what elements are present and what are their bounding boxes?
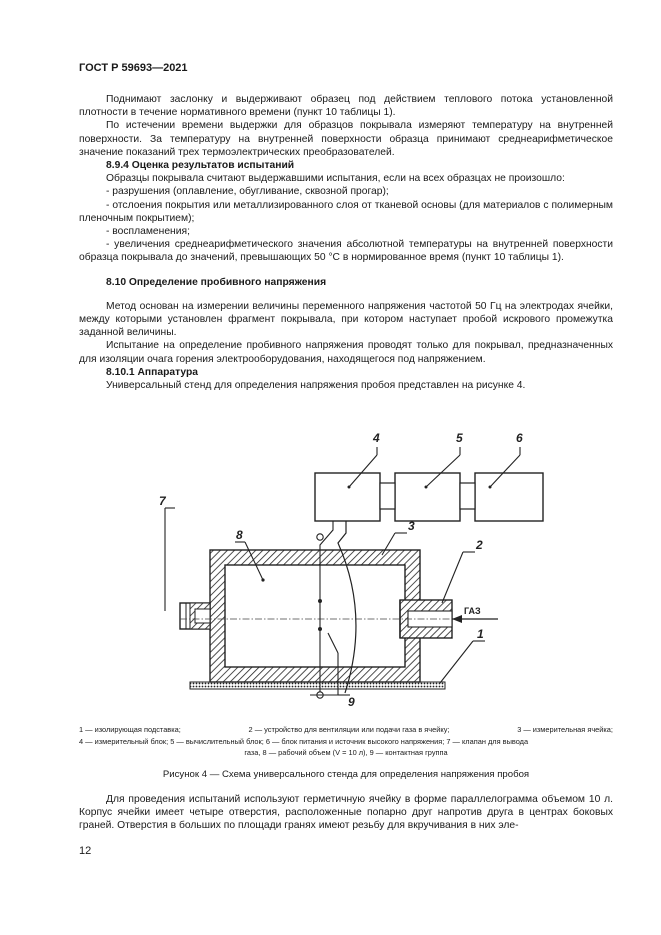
list-item: - разрушения (оплавление, обугливание, сквозной прогар); (106, 186, 389, 198)
figure-caption: Рисунок 4 — Схема универсального стенда для определения напряжения пробоя (162, 769, 530, 780)
label-5: 5 (456, 431, 463, 445)
measuring-block (315, 473, 380, 521)
computing-block (395, 473, 460, 521)
label-4: 4 (373, 431, 380, 445)
label-3: 3 (408, 519, 415, 533)
paragraph: Испытание на определение пробивного напряжения проводят только для покрывал, предназначенных для изоляции очага горения электрооборудования, находящегося под напряжением. (79, 340, 613, 365)
paragraph: Для проведения испытаний используют герметичную ячейку в форме параллелограмма объемом 10 л. Корпус ячейки имеет четыре отверстия, расположенные попарно друг напротив друга в центрах боковых граней. Отверстия в больших по площади гранях имеют резьбу для вкручивания в них эле- (79, 794, 613, 832)
legend-item: 4 — измерительный блок; 5 — вычислительный блок; 6 — блок питания и источник высокого напряжения; 7 — клапан для вывода (79, 736, 529, 746)
paragraph: По истечении времени выдержки для образцов покрывала измеряют температуру на внутренней поверхности. За температуру на внутренней поверхности образца принимают среднеарифметическое значение показаний трех термоэлектрических преобразователей. (79, 120, 613, 158)
label-6: 6 (516, 431, 523, 445)
legend-item: 2 — устройство для вентиляции или подачи газа в ячейку; (248, 725, 450, 734)
label-7: 7 (159, 494, 166, 508)
section-heading: 8.10.1 Аппаратура (106, 366, 199, 378)
paragraph: Поднимают заслонку и выдерживают образец под действием теплового потока установленной плотности в течение нормативного времени (пункт 10 таблицы 1). (79, 94, 613, 119)
paragraph: Образцы покрывала считают выдержавшими испытания, если на всех образцах не произошло: (106, 173, 565, 185)
label-8: 8 (236, 528, 243, 542)
label-9: 9 (348, 695, 355, 709)
working-volume (225, 565, 405, 667)
legend-item: 1 — изолирующая подставка; (79, 725, 181, 734)
paragraph: Метод основан на измерении величины переменного напряжения частотой 50 Гц на электродах ячейки, между которыми установлен фрагмент покрывала, при котором наступает пробой искрового промежутка заданной величины. (79, 300, 613, 339)
text-block-bottom (79, 793, 613, 833)
page-number: 12 (79, 845, 92, 857)
section-heading: 8.9.4 Оценка результатов испытаний (106, 160, 295, 172)
section-heading: 8.10 Определение пробивного напряжения (106, 276, 327, 288)
list-item: - воспламенения; (106, 226, 190, 238)
legend-item: 3 — измерительная ячейка; (517, 725, 613, 734)
insulating-base (190, 682, 445, 689)
label-2: 2 (476, 538, 483, 552)
label-1: 1 (477, 627, 484, 641)
figure-4-diagram (150, 415, 523, 715)
list-item: - отслоения покрытия или металлизированного слоя от тканевой основы (для материалов с полимерным пленочным покрытием); (79, 199, 613, 224)
figure-legend (79, 724, 613, 759)
gas-label: ГАЗ (464, 606, 481, 616)
legend-item: газа, 8 — рабочий объем (V = 10 л), 9 — контактная группа (244, 748, 448, 757)
list-item: - увеличения среднеарифметического значения абсолютной температуры на внутренней поверхности образца покрывала до значений, превышающих 50 °С в нормированное время (пункт 10 таблицы 1). (79, 239, 613, 264)
document-header: ГОСТ Р 59693—2021 (79, 62, 188, 74)
power-supply-block (475, 473, 543, 521)
text-block-top (79, 93, 613, 392)
paragraph: Универсальный стенд для определения напряжения пробоя представлен на рисунке 4. (106, 380, 526, 392)
